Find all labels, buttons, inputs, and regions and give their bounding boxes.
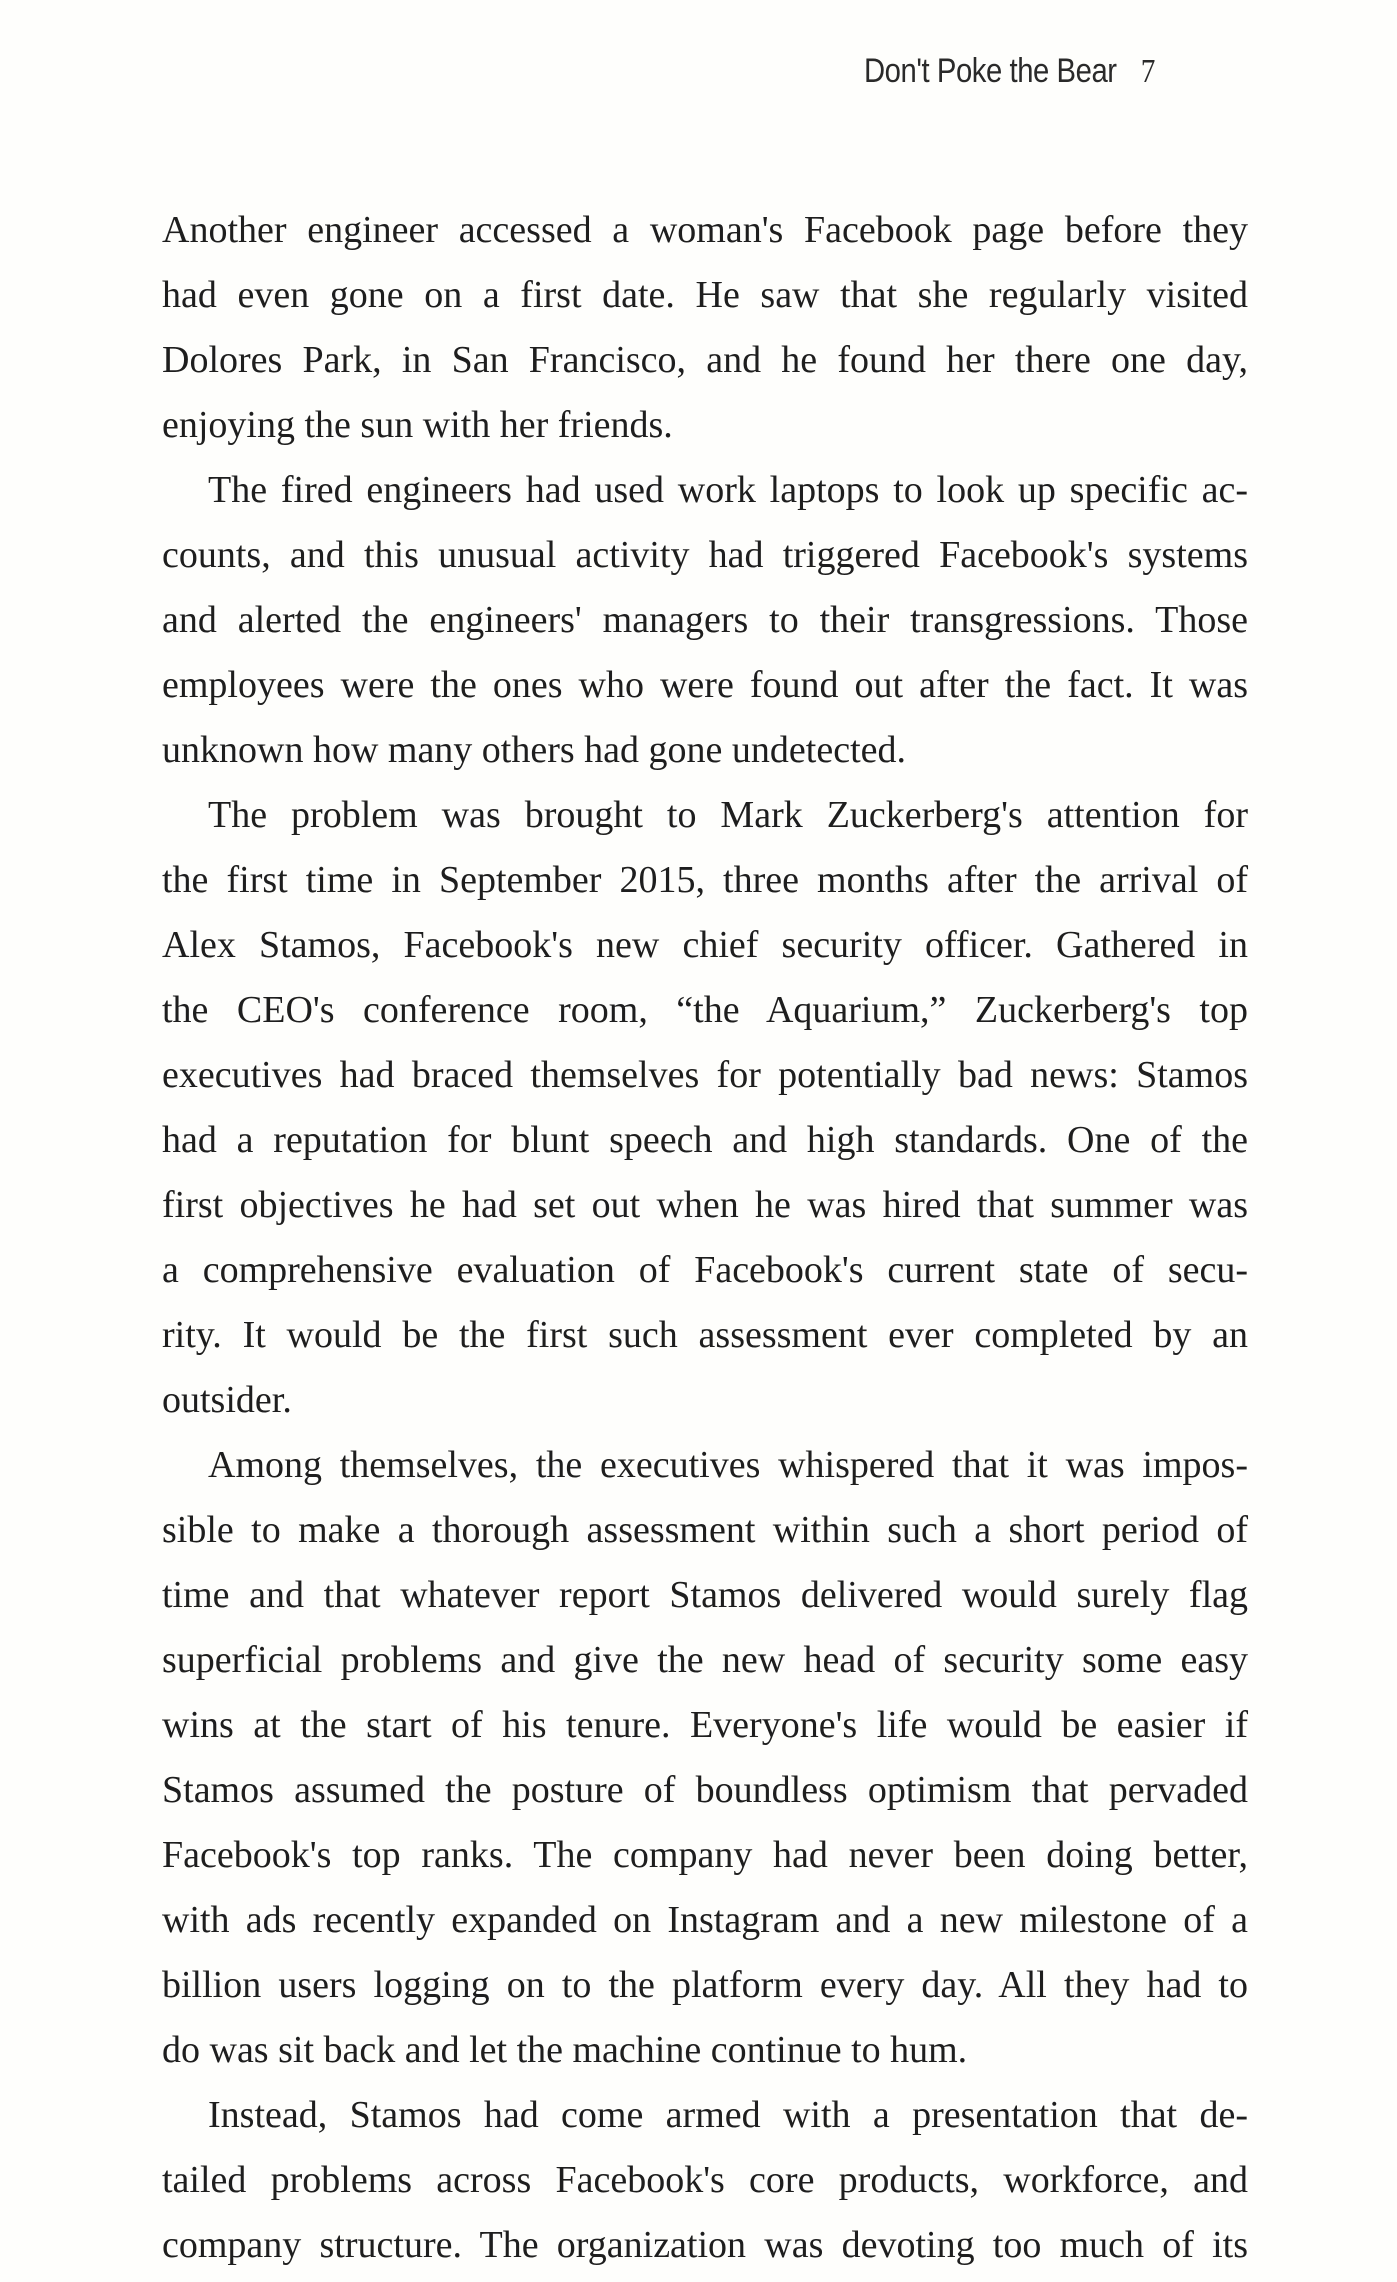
paragraph (162, 1433, 1248, 2083)
text-line: billion users logging on to the platform every day. All they had to (162, 1964, 1248, 2006)
text-line: employees were the ones who were found out after the fact. It was (162, 664, 1248, 706)
paragraph (162, 783, 1248, 1433)
text-line: Instead, Stamos had come armed with a presentation that de- (208, 2094, 1248, 2136)
text-line: had even gone on a first date. He saw that she regularly visited (162, 274, 1248, 316)
text-line: company structure. The organization was devoting too much of its (162, 2224, 1248, 2266)
text-line: Dolores Park, in San Francisco, and he found her there one day, (162, 339, 1248, 381)
text-line: outsider. (162, 1379, 292, 1421)
paragraph (162, 458, 1248, 783)
text-line: the first time in September 2015, three months after the arrival of (162, 859, 1248, 901)
text-line: tailed problems across Facebook's core products, workforce, and (162, 2159, 1248, 2201)
text-line: The problem was brought to Mark Zuckerberg's attention for (208, 794, 1248, 836)
text-line: with ads recently expanded on Instagram and a new milestone of a (162, 1899, 1248, 1941)
paragraph (162, 198, 1248, 458)
text-line: Another engineer accessed a woman's Facebook page before they (162, 209, 1248, 251)
text-line: superficial problems and give the new head of security some easy (162, 1639, 1248, 1681)
text-line: time and that whatever report Stamos delivered would surely flag (162, 1574, 1248, 1616)
page-number: 7 (1140, 53, 1155, 90)
text-line: first objectives he had set out when he was hired that summer was (162, 1184, 1248, 1226)
text-line: sible to make a thorough assessment within such a short period of (162, 1509, 1248, 1551)
running-head (864, 52, 1191, 96)
text-line: Among themselves, the executives whispered that it was impos- (208, 1444, 1248, 1486)
text-line: enjoying the sun with her friends. (162, 404, 673, 446)
text-line: executives had braced themselves for potentially bad news: Stamos (162, 1054, 1248, 1096)
text-line: and alerted the engineers' managers to their transgressions. Those (162, 599, 1248, 641)
text-line: counts, and this unusual activity had triggered Facebook's systems (162, 534, 1248, 576)
text-line: Facebook's top ranks. The company had never been doing better, (162, 1834, 1248, 1876)
body-text (162, 198, 1248, 2278)
text-line: Alex Stamos, Facebook's new chief security officer. Gathered in (162, 924, 1248, 966)
text-line: do was sit back and let the machine continue to hum. (162, 2029, 968, 2071)
paragraph (162, 2083, 1248, 2278)
text-line: Stamos assumed the posture of boundless optimism that pervaded (162, 1769, 1248, 1811)
text-line: rity. It would be the first such assessment ever completed by an (162, 1314, 1248, 1356)
text-line: the CEO's conference room, “the Aquarium,” Zuckerberg's top (162, 989, 1248, 1031)
text-line: unknown how many others had gone undetected. (162, 729, 906, 771)
chapter-title: Don't Poke the Bear (864, 52, 1117, 90)
text-line: The fired engineers had used work laptops to look up specific ac- (208, 469, 1248, 511)
text-line: had a reputation for blunt speech and high standards. One of the (162, 1119, 1248, 1161)
text-line: a comprehensive evaluation of Facebook's current state of secu- (162, 1249, 1248, 1291)
text-line: wins at the start of his tenure. Everyone's life would be easier if (162, 1704, 1248, 1746)
